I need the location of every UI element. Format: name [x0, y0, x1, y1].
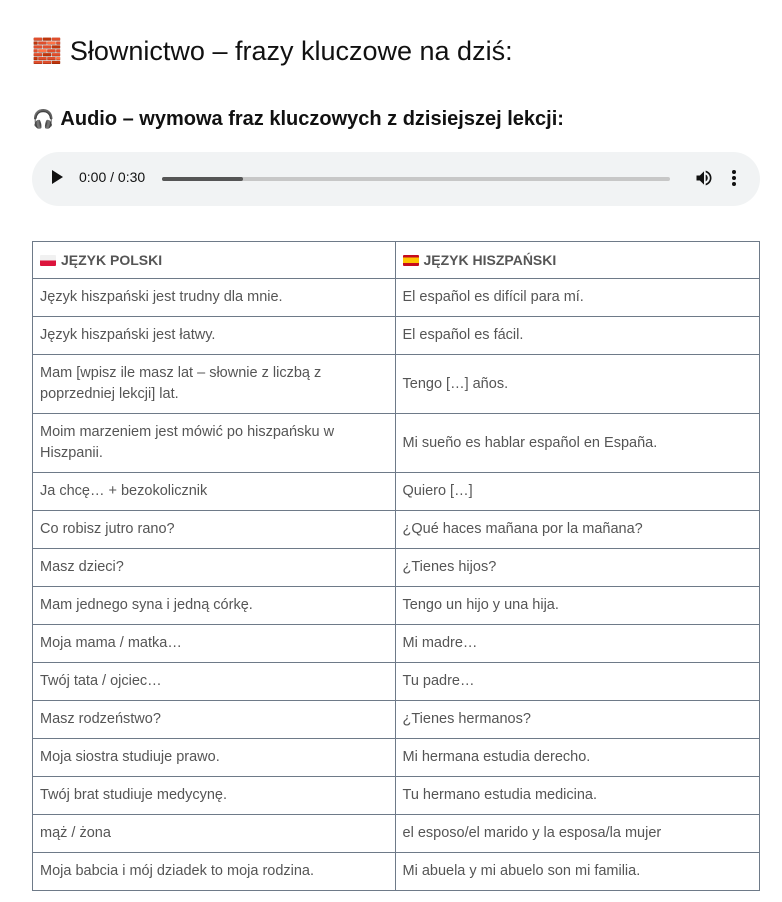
headphones-icon: 🎧	[32, 109, 55, 129]
bricks-icon: 🧱	[32, 38, 62, 65]
audio-heading	[32, 108, 564, 131]
table-row	[33, 473, 760, 511]
header-spanish: JĘZYK HISZPAŃSKI	[395, 242, 760, 279]
volume-icon[interactable]	[694, 168, 714, 188]
table-row	[33, 777, 760, 815]
polish-cell: Ja chcę… + bezokolicznik	[33, 473, 396, 511]
spanish-cell: Tu hermano estudia medicina.	[395, 777, 760, 815]
spanish-cell: el esposo/el marido y la esposa/la mujer	[395, 815, 760, 853]
audio-progress-bar[interactable]	[162, 177, 670, 181]
polish-cell: Co robisz jutro rano?	[33, 511, 396, 549]
audio-progress-fill	[162, 177, 243, 181]
audio-time: 0:00 / 0:30	[79, 169, 146, 185]
polish-cell: Masz dzieci?	[33, 549, 396, 587]
table-row	[33, 549, 760, 587]
polish-cell: Język hiszpański jest łatwy.	[33, 317, 396, 355]
table-row	[33, 414, 760, 473]
poland-flag-icon	[40, 255, 56, 266]
heading-text: Słownictwo – frazy kluczowe na dziś:	[69, 36, 513, 66]
table-row	[33, 815, 760, 853]
spanish-cell: El español es fácil.	[395, 317, 760, 355]
vocabulary-table	[32, 241, 760, 891]
polish-cell: Masz rodzeństwo?	[33, 701, 396, 739]
table-row	[33, 587, 760, 625]
spanish-cell: ¿Tienes hermanos?	[395, 701, 760, 739]
polish-cell: Twój brat studiuje medycynę.	[33, 777, 396, 815]
play-icon[interactable]	[52, 170, 63, 184]
table-row	[33, 853, 760, 891]
table-row	[33, 739, 760, 777]
audio-player[interactable]	[32, 152, 760, 206]
page-heading	[32, 36, 513, 67]
spanish-cell: Quiero […]	[395, 473, 760, 511]
more-options-icon[interactable]	[728, 168, 740, 188]
polish-cell: Mam [wpisz ile masz lat – słownie z liczbą z poprzedniej lekcji] lat.	[33, 355, 396, 414]
spanish-cell: Tengo […] años.	[395, 355, 760, 414]
table-row	[33, 279, 760, 317]
audio-heading-text: Audio – wymowa fraz kluczowych z dzisiejszej lekcji:	[60, 108, 564, 130]
table-row	[33, 701, 760, 739]
polish-cell: Mam jednego syna i jedną córkę.	[33, 587, 396, 625]
table-row	[33, 511, 760, 549]
polish-cell: Moim marzeniem jest mówić po hiszpańsku w Hiszpanii.	[33, 414, 396, 473]
table-row	[33, 663, 760, 701]
spanish-cell: Tu padre…	[395, 663, 760, 701]
spanish-cell: Mi hermana estudia derecho.	[395, 739, 760, 777]
table-row	[33, 625, 760, 663]
table-row	[33, 317, 760, 355]
spanish-cell: ¿Qué haces mañana por la mañana?	[395, 511, 760, 549]
polish-cell: Moja siostra studiuje prawo.	[33, 739, 396, 777]
spanish-cell: El español es difícil para mí.	[395, 279, 760, 317]
spanish-cell: Mi madre…	[395, 625, 760, 663]
spanish-cell: Mi sueño es hablar español en España.	[395, 414, 760, 473]
header-polish: JĘZYK POLSKI	[33, 242, 396, 279]
spanish-cell: Mi abuela y mi abuelo son mi familia.	[395, 853, 760, 891]
polish-cell: Moja mama / matka…	[33, 625, 396, 663]
spain-flag-icon	[403, 255, 419, 266]
polish-cell: Twój tata / ojciec…	[33, 663, 396, 701]
table-row	[33, 355, 760, 414]
spanish-cell: ¿Tienes hijos?	[395, 549, 760, 587]
table-header-row	[33, 242, 760, 279]
polish-cell: Moja babcia i mój dziadek to moja rodzina.	[33, 853, 396, 891]
polish-cell: Język hiszpański jest trudny dla mnie.	[33, 279, 396, 317]
polish-cell: mąż / żona	[33, 815, 396, 853]
spanish-cell: Tengo un hijo y una hija.	[395, 587, 760, 625]
